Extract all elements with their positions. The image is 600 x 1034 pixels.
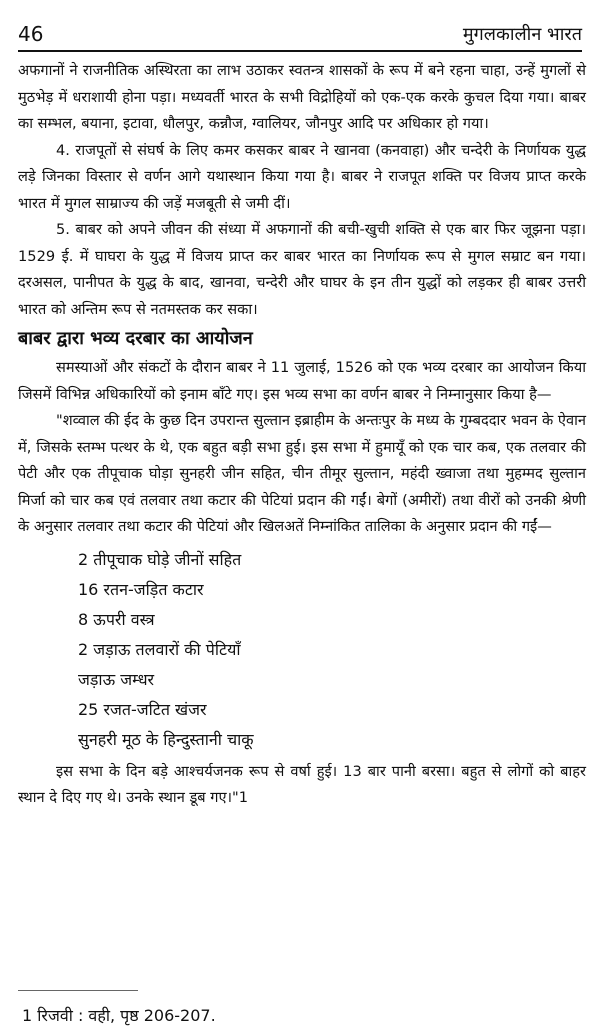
list-item: जड़ाऊ जम्धर <box>78 669 155 689</box>
page-header <box>18 12 582 52</box>
paragraph-5-quote: "शव्वाल की ईद के कुछ दिन उपरान्त सुल्तान इब्राहीम के अन्तःपुर के मध्य के गुम्बददार भवन के ऐवान में, जिसके स्तम्भ पत्थर के थे, एक बहुत बड़ी सभा हुई। इस सभा में हुमायूँ को एक चार कब, एक तलवार की पेटी और एक तीपूचाक घोड़ा सुनहरी जीन सहित, चीन तीमूर सुल्तान, महंदी ख्वाजा तथा मुहम्मद सुल्तान मिर्जा को चार कब एवं तलवार तथा कटार की पेटियां प्रदान की गईं। बेगों (अमीरों) तथा वीरों को उनकी श्रेणी के अनुसार तलवार तथा कटार की पेटियां और खिलअतें निम्नांकित तालिका के अनुसार प्रदान की गईं— <box>18 412 586 535</box>
gifts-list <box>78 545 586 755</box>
paragraph-3: 5. बाबर को अपने जीवन की संध्या में अफगानों की बची-खुची शक्ति से एक बार फिर जूझना पड़ा। 1529 ई. में घाघरा के युद्ध में विजय प्राप्त कर बाबर भारत का निर्णायक रूप से मुगल सम्राट बन गया। दरअसल, पानीपत के युद्ध के बाद, खानवा, चन्देरी और घाघर के इन तीन युद्धों को लड़कर ही बाबर उत्तरी भारत को अन्तिम रूप से नतमस्तक कर सका। <box>18 221 586 318</box>
page-body <box>18 58 586 812</box>
list-item: सुनहरी मूठ के हिन्दुस्तानी चाकू <box>78 729 254 749</box>
footnote-divider <box>18 990 138 991</box>
page-number: 46 <box>18 22 44 46</box>
list-item: 25 रजत-जटित खंजर <box>78 699 207 719</box>
paragraph-2: 4. राजपूतों से संघर्ष के लिए कमर कसकर बाबर ने खानवा (कनवाहा) और चन्देरी के निर्णायक युद्ध लड़े जिनका विस्तार से वर्णन आगे यथास्थान किया गया है। बाबर ने राजपूत शक्ति पर विजय प्राप्त करके भारत में मुगल साम्राज्य की जड़ें मजबूती से जमी दीं। <box>18 141 586 212</box>
paragraph-1: अफगानों ने राजनीतिक अस्थिरता का लाभ उठाकर स्वतन्त्र शासकों के रूप में बने रहना चाहा, उन्हें मुगलों से मुठभेड़ में धराशायी होना पड़ा। मध्यवर्ती भारत के सभी विद्रोहियों को एक-एक करके कुचल दिया गया। बाबर का सम्भल, बयाना, इटावा, धौलपुर, कन्नौज, ग्वालियर, जौनपुर आदि पर अधिकार हो गया। <box>18 62 586 132</box>
list-item: 2 तीपूचाक घोड़े जीनों सहित <box>78 549 242 569</box>
footnote: 1 रिजवी : वही, पृष्ठ 206-207. <box>22 1006 216 1025</box>
paragraph-4: समस्याओं और संकटों के दौरान बाबर ने 11 जुलाई, 1526 को एक भव्य दरबार का आयोजन किया जिसमें विभिन्न अधिकारियों को इनाम बाँटे गए। इस भव्य सभा का वर्णन बाबर ने निम्नानुसार किया है— <box>18 359 586 403</box>
paragraph-6: इस सभा के दिन बड़े आश्चर्यजनक रूप से वर्षा हुई। 13 बार पानी बरसा। बहुत से लोगों को बाहर स्थान दे दिए गए थे। उनके स्थान डूब गए।"1 <box>18 762 586 806</box>
list-item: 8 ऊपरी वस्त्र <box>78 609 155 629</box>
list-item: 16 रतन-जड़ित कटार <box>78 579 204 599</box>
list-item: 2 जड़ाऊ तलवारों की पेटियाँ <box>78 639 241 659</box>
section-title: बाबर द्वारा भव्य दरबार का आयोजन <box>18 328 253 349</box>
running-title: मुगलकालीन भारत <box>462 24 582 45</box>
